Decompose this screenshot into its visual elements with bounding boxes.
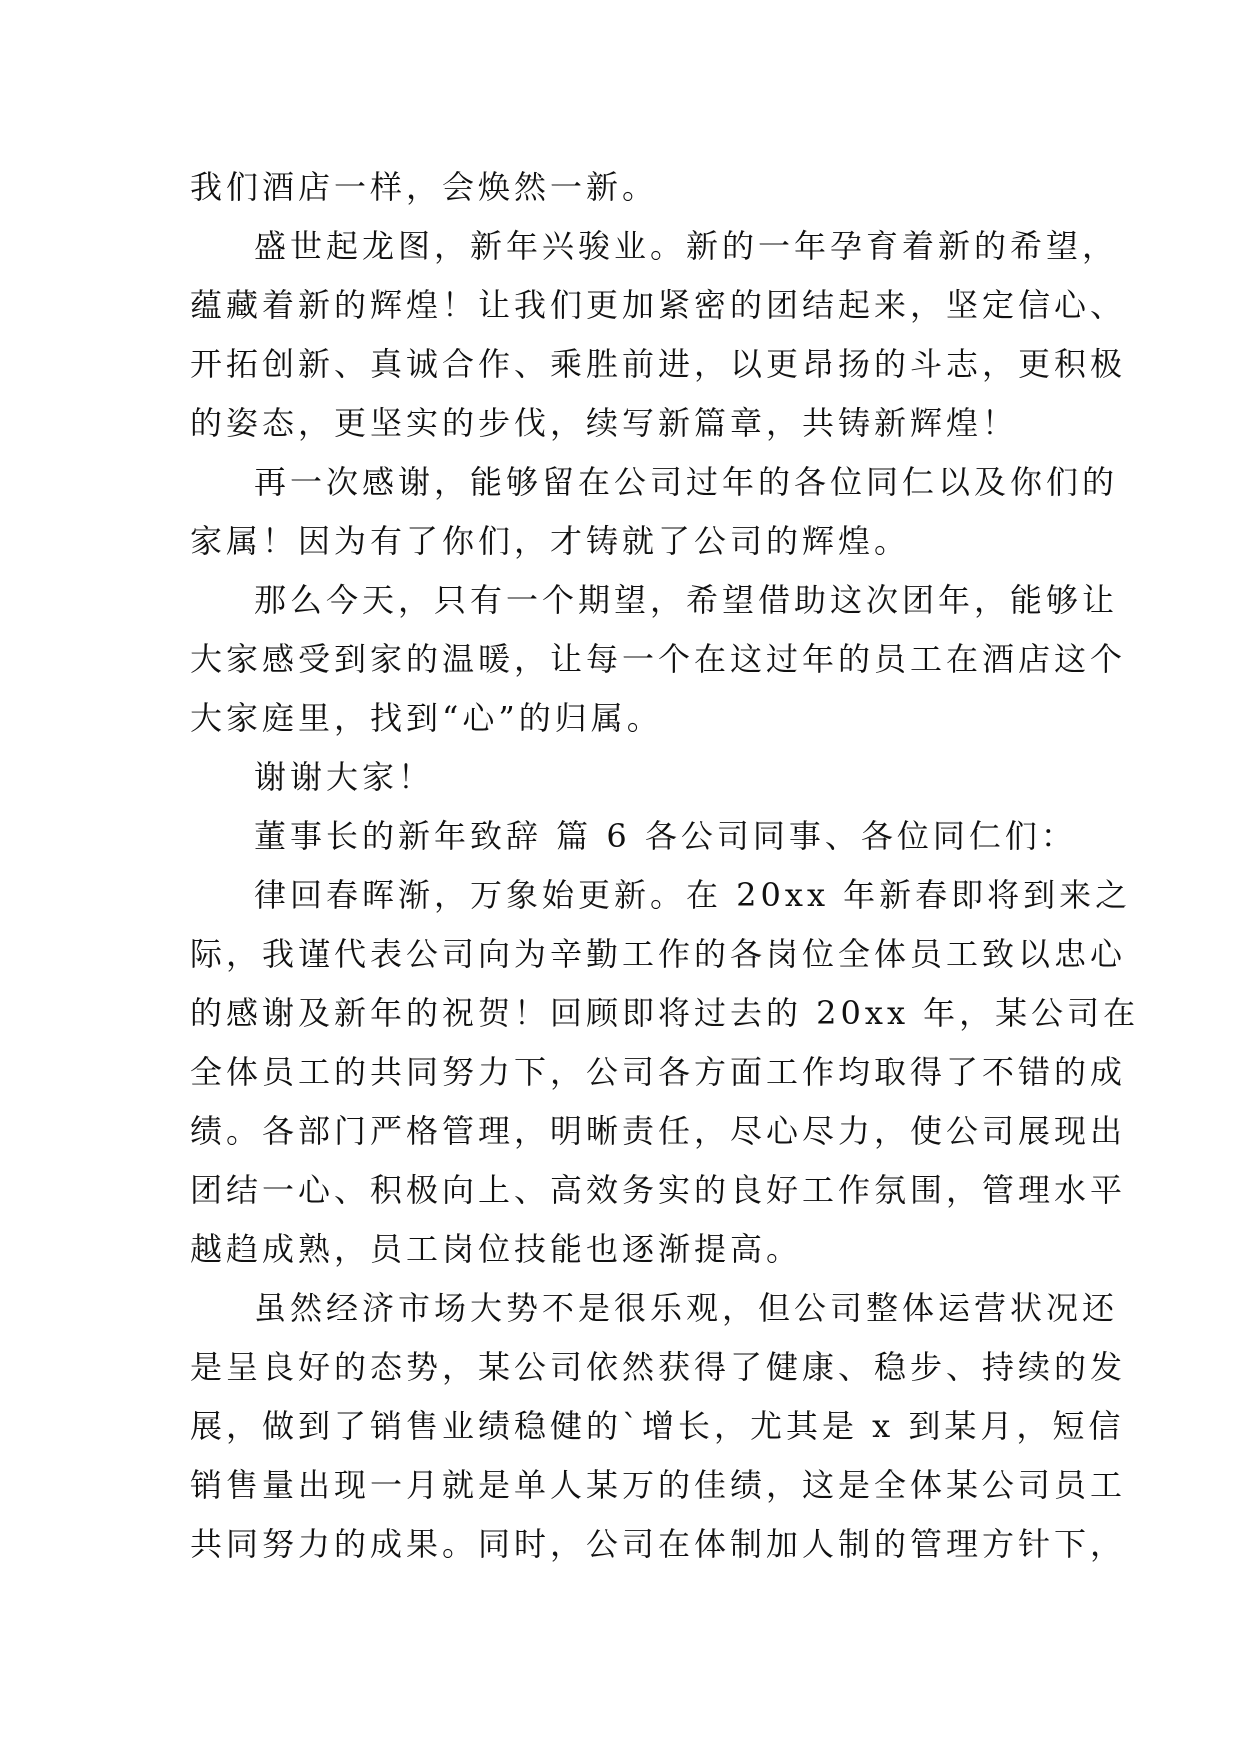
- text-line: 共同努力的成果。同时，公司在体制加人制的管理方针下，: [190, 1525, 1127, 1563]
- text-line: 开拓创新、真诚合作、乘胜前进，以更昂扬的斗志，更积极: [190, 345, 1127, 383]
- text-line: 际，我谨代表公司向为辛勤工作的各岗位全体员工致以忠心: [190, 935, 1127, 973]
- text-line: 大家感受到家的温暖，让每一个在这过年的员工在酒店这个: [190, 640, 1127, 678]
- text-line: 我们酒店一样，会焕然一新。: [190, 168, 659, 206]
- paragraph-start-line: 虽然经济市场大势不是很乐观，但公司整体运营状况还: [254, 1289, 1119, 1327]
- text-line: 越趋成熟，员工岗位技能也逐渐提高。: [190, 1230, 803, 1268]
- text-line: 团结一心、积极向上、高效务实的良好工作氛围，管理水平: [190, 1171, 1127, 1209]
- text-line: 家属！因为有了你们，才铸就了公司的辉煌。: [190, 522, 911, 560]
- text-line: 的感谢及新年的祝贺！回顾即将过去的 20xx 年，某公司在: [190, 994, 1140, 1032]
- paragraph-start-line: 再一次感谢，能够留在公司过年的各位同仁以及你们的: [254, 463, 1119, 501]
- text-line: 绩。各部门严格管理，明晰责任，尽心尽力，使公司展现出: [190, 1112, 1127, 1150]
- text-line: 展，做到了销售业绩稳健的`增长，尤其是 x 到某月，短信: [190, 1407, 1125, 1445]
- document-body: [190, 158, 1140, 1574]
- paragraph-start-line: 盛世起龙图，新年兴骏业。新的一年孕育着新的希望，: [254, 227, 1119, 265]
- paragraph-start-line: 那么今天，只有一个期望，希望借助这次团年，能够让: [254, 581, 1119, 619]
- text-line: 蕴藏着新的辉煌！让我们更加紧密的团结起来，坚定信心、: [190, 286, 1127, 324]
- paragraph-start-line: 律回春晖渐，万象始更新。在 20xx 年新春即将到来之: [254, 876, 1132, 914]
- text-line: 大家庭里，找到“心”的归属。: [190, 699, 663, 737]
- paragraph-start-line: 谢谢大家！: [254, 758, 435, 796]
- section-heading-line: 董事长的新年致辞 篇 6 各公司同事、各位同仁们：: [254, 817, 1077, 855]
- text-line: 的姿态，更坚实的步伐，续写新篇章，共铸新辉煌！: [190, 404, 1019, 442]
- text-line: 销售量出现一月就是单人某万的佳绩，这是全体某公司员工: [190, 1466, 1127, 1504]
- text-line: 是呈良好的态势，某公司依然获得了健康、稳步、持续的发: [190, 1348, 1127, 1386]
- text-line: 全体员工的共同努力下，公司各方面工作均取得了不错的成: [190, 1053, 1127, 1091]
